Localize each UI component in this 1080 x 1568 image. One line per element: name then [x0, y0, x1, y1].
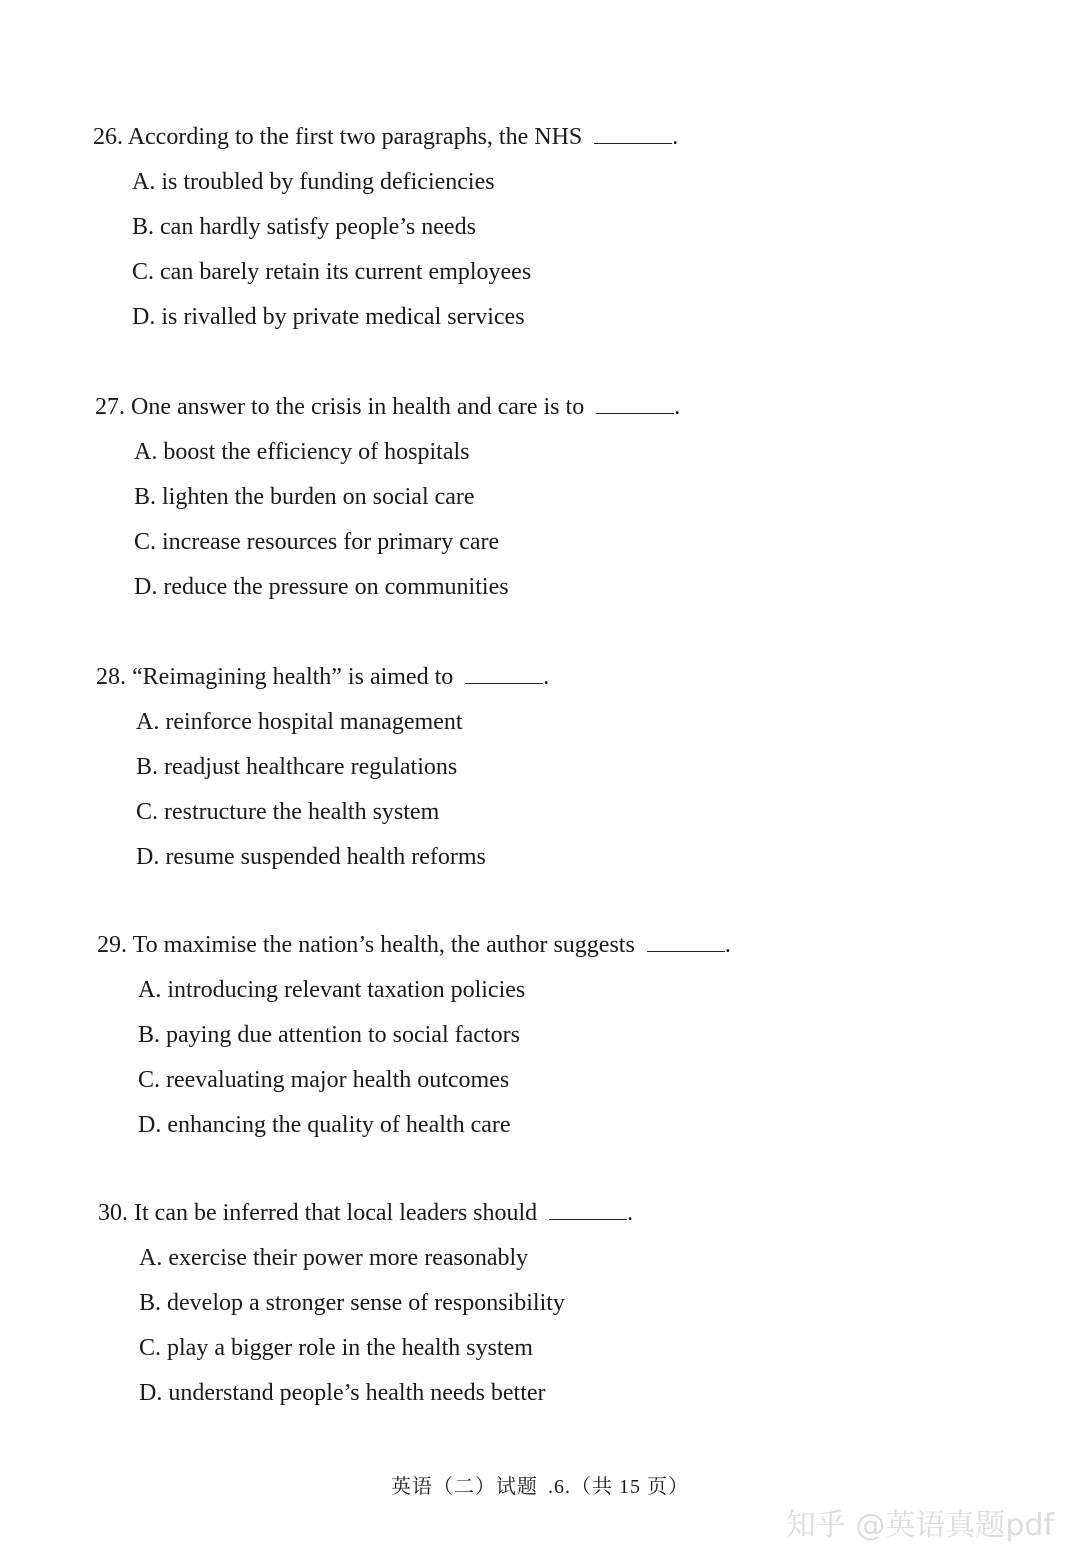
option-a: A. reinforce hospital management — [136, 709, 463, 735]
question-text: To maximise the nation’s health, the author suggests — [132, 932, 635, 958]
footer-subject: 英语（二）试题 — [391, 1476, 538, 1498]
option-d: D. resume suspended health reforms — [136, 844, 486, 870]
question-stem: 26. According to the first two paragraphs, the NHS . — [93, 124, 679, 150]
option-a: A. exercise their power more reasonably — [139, 1245, 529, 1271]
answer-blank — [647, 931, 725, 952]
question-number: 29. — [97, 932, 127, 958]
question-stem: 27. One answer to the crisis in health and care is to . — [95, 394, 681, 420]
option-d: D. reduce the pressure on communities — [134, 574, 509, 600]
watermark: 知乎 @英语真题pdf — [785, 1508, 1054, 1543]
answer-blank — [549, 1199, 627, 1220]
option-b: B. develop a stronger sense of responsibility — [139, 1290, 565, 1316]
option-c: C. restructure the health system — [136, 799, 440, 825]
option-c: C. can barely retain its current employees — [132, 259, 532, 285]
question-text: According to the first two paragraphs, the NHS — [127, 124, 583, 150]
option-c: C. play a bigger role in the health system — [139, 1335, 533, 1361]
option-b: B. paying due attention to social factors — [138, 1022, 520, 1048]
question-stem: 30. It can be inferred that local leaders should . — [98, 1200, 634, 1226]
answer-blank — [596, 393, 674, 414]
page-footer — [0, 1470, 1080, 1499]
question-number: 28. — [96, 664, 126, 690]
option-a: A. boost the efficiency of hospitals — [134, 439, 470, 465]
question-text: One answer to the crisis in health and care is to — [131, 394, 585, 420]
question-number: 26. — [93, 124, 123, 150]
question-stem: 28. “Reimagining health” is aimed to . — [96, 664, 550, 690]
question-number: 30. — [98, 1200, 128, 1226]
question-text: It can be inferred that local leaders should — [134, 1200, 538, 1226]
option-a: A. introducing relevant taxation policies — [138, 977, 526, 1003]
option-c: C. reevaluating major health outcomes — [138, 1067, 510, 1093]
question-stem: 29. To maximise the nation’s health, the author suggests . — [97, 932, 731, 958]
option-d: D. enhancing the quality of health care — [138, 1112, 511, 1138]
option-c: C. increase resources for primary care — [134, 529, 500, 555]
question-text: “Reimagining health” is aimed to — [132, 664, 454, 690]
option-d: D. is rivalled by private medical services — [132, 304, 525, 330]
option-b: B. readjust healthcare regulations — [136, 754, 458, 780]
footer-page-number: .6.（共 15 页） — [548, 1476, 689, 1498]
answer-blank — [465, 663, 543, 684]
option-b: B. lighten the burden on social care — [134, 484, 475, 510]
question-number: 27. — [95, 394, 125, 420]
answer-blank — [594, 123, 672, 144]
option-a: A. is troubled by funding deficiencies — [132, 169, 495, 195]
option-b: B. can hardly satisfy people’s needs — [132, 214, 476, 240]
option-d: D. understand people’s health needs better — [139, 1380, 546, 1406]
